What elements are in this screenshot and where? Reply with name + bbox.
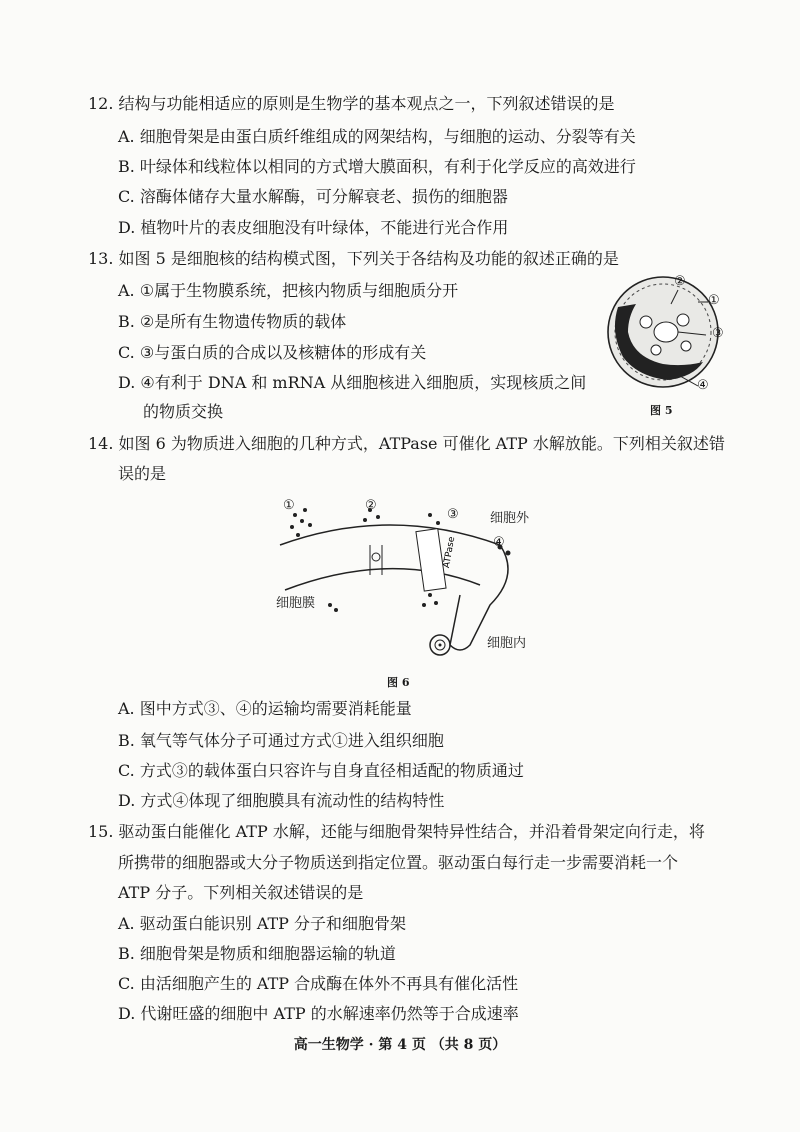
fig6-label-1: ① <box>283 498 295 513</box>
q12-option-c: C. 溶酶体储存大量水解酶，可分解衰老、损伤的细胞器 <box>118 187 508 206</box>
q15-stem: 15. 驱动蛋白能催化 ATP 水解，还能与细胞骨架特异性结合，并沿着骨架定向行走，将 <box>88 822 705 841</box>
fig6-label-membrane: 细胞膜 <box>276 596 316 611</box>
fig6-label-inside: 细胞内 <box>487 636 527 651</box>
q14-option-a: A. 图中方式③、④的运输均需要消耗能量 <box>118 699 412 718</box>
q15-stem-continued-2: ATP 分子。下列相关叙述错误的是 <box>118 883 364 902</box>
fig6-label-4: ④ <box>493 535 505 550</box>
q12-option-b: B. 叶绿体和线粒体以相同的方式增大膜面积，有利于化学反应的高效进行 <box>118 157 636 176</box>
q15-option-b: B. 细胞骨架是物质和细胞器运输的轨道 <box>118 944 396 963</box>
q13-option-c: C. ③与蛋白质的合成以及核糖体的形成有关 <box>118 343 427 362</box>
fig5-label-2: ② <box>674 274 686 289</box>
q12-option-a: A. 细胞骨架是由蛋白质纤维组成的网架结构，与细胞的运动、分裂等有关 <box>118 127 636 146</box>
q14-option-c: C. 方式③的载体蛋白只容许与自身直径相适配的物质通过 <box>118 761 524 780</box>
q13-stem: 13. 如图 5 是细胞核的结构模式图，下列关于各结构及功能的叙述正确的是 <box>88 249 619 268</box>
q12-stem: 12. 结构与功能相适应的原则是生物学的基本观点之一，下列叙述错误的是 <box>88 94 615 113</box>
fig6-label-2: ② <box>365 498 377 513</box>
q14-stem: 14. 如图 6 为物质进入细胞的几种方式，ATPase 可催化 ATP 水解放能。下列相关叙述错 <box>88 434 725 453</box>
q15-stem-continued-1: 所携带的细胞器或大分子物质送到指定位置。驱动蛋白每行走一步需要消耗一个 <box>118 853 679 872</box>
q15-option-d: D. 代谢旺盛的细胞中 ATP 的水解速率仍然等于合成速率 <box>118 1004 519 1023</box>
q13-option-d: D. ④有利于 DNA 和 mRNA 从细胞核进入细胞质，实现核质之间 <box>118 373 587 392</box>
q15-option-a: A. 驱动蛋白能识别 ATP 分子和细胞骨架 <box>118 914 407 933</box>
fig6-label-3: ③ <box>447 507 459 522</box>
page-footer: 高一生物学 · 第 4 页 （共 8 页） <box>293 1037 507 1053</box>
fig6-label-outside: 细胞外 <box>490 511 530 526</box>
q13-option-a: A. ①属于生物膜系统，把核内物质与细胞质分开 <box>118 281 459 300</box>
fig5-label-4: ④ <box>697 378 709 393</box>
q13-option-b: B. ②是所有生物遗传物质的载体 <box>118 312 347 331</box>
q12-option-d: D. 植物叶片的表皮细胞没有叶绿体，不能进行光合作用 <box>118 218 509 237</box>
q14-stem-continued: 误的是 <box>118 464 167 483</box>
q14-option-b: B. 氧气等气体分子可通过方式①进入组织细胞 <box>118 731 444 750</box>
figure-6-caption: 图 6 <box>387 676 410 689</box>
q13-option-d-continued: 的物质交换 <box>143 402 224 421</box>
fig5-label-1: ① <box>708 293 720 308</box>
q15-option-c: C. 由活细胞产生的 ATP 合成酶在体外不再具有催化活性 <box>118 974 519 993</box>
figure-5-caption: 图 5 <box>650 404 673 417</box>
svg-text:ATPase: ATPase <box>441 535 458 569</box>
fig5-label-3: ③ <box>712 326 724 341</box>
q14-option-d: D. 方式④体现了细胞膜具有流动性的结构特性 <box>118 791 445 810</box>
